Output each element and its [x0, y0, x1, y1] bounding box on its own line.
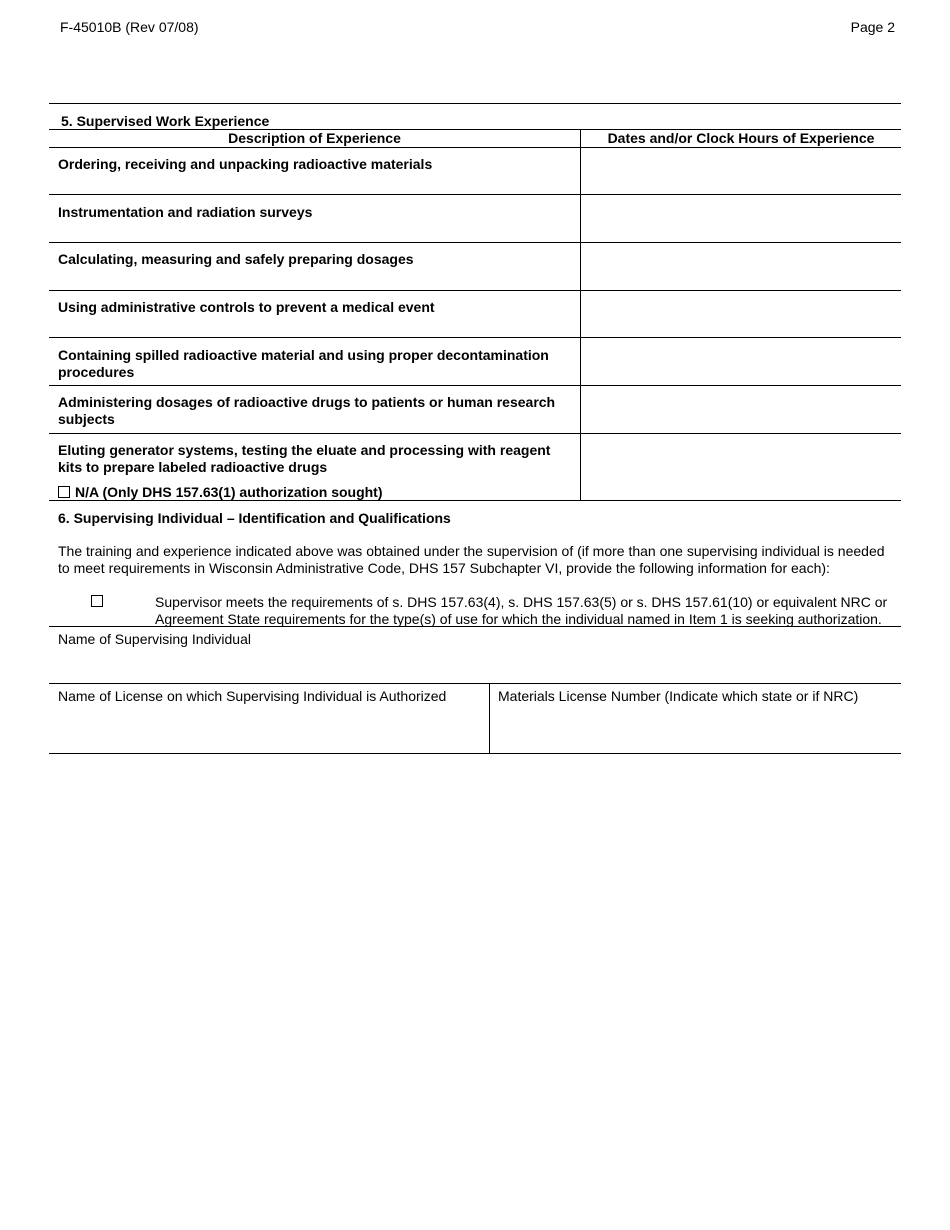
license-fields-bottom-rule	[49, 753, 901, 754]
experience-row-4: Using administrative controls to prevent a medical event	[58, 299, 435, 315]
experience-row-5: Containing spilled radioactive material and using proper decontamination procedures	[58, 347, 549, 380]
experience-row-1: Ordering, receiving and unpacking radioactive materials	[58, 156, 433, 172]
row-divider	[49, 290, 901, 291]
row-divider	[49, 385, 901, 386]
license-name-label: Name of License on which Supervising Individual is Authorized	[58, 688, 447, 704]
row-divider	[49, 433, 901, 434]
name-field-top-rule	[49, 626, 901, 627]
supervisor-requirements-statement: Supervisor meets the requirements of s. DHS 157.63(4), s. DHS 157.63(5) or s. DHS 157.61(10) or equivalent NRC or Agreement State requirements for the type(s) of use for which the individual named in Item 1 is seeking authorization.	[155, 594, 888, 627]
experience-row-3: Calculating, measuring and safely preparing dosages	[58, 251, 414, 267]
experience-row-6: Administering dosages of radioactive drugs to patients or human research subjects	[58, 394, 556, 427]
experience-row-3-dates[interactable]	[585, 246, 895, 286]
experience-row-6-dates[interactable]	[585, 389, 895, 429]
section5-title: 5. Supervised Work Experience	[61, 113, 270, 129]
row-divider	[49, 337, 901, 338]
table-bottom-rule	[49, 500, 901, 501]
experience-row-4-dates[interactable]	[585, 294, 895, 334]
license-fields-divider	[489, 683, 490, 753]
na-checkbox[interactable]	[58, 486, 70, 498]
supervising-individual-name-field[interactable]	[55, 650, 895, 680]
experience-row-7-dates[interactable]	[585, 437, 895, 495]
row-divider	[49, 242, 901, 243]
row-divider	[49, 194, 901, 195]
license-fields-top-rule	[49, 683, 901, 684]
section6-title: 6. Supervising Individual – Identification and Qualifications	[58, 510, 451, 526]
table-header-bottom-rule	[49, 147, 901, 148]
experience-row-2-dates[interactable]	[585, 198, 895, 238]
supervising-individual-name-label: Name of Supervising Individual	[58, 631, 251, 647]
experience-row-7: Eluting generator systems, testing the eluate and processing with reagent kits to prepare labeled radioactive drugs	[58, 442, 551, 475]
license-name-field[interactable]	[55, 708, 483, 750]
supervision-paragraph: The training and experience indicated above was obtained under the supervision of (if more than one supervising individual is needed to meet requirements in Wisconsin Administrative Code, DHS 157 Subchapter VI, provide the following information for each):	[58, 543, 885, 576]
license-number-field[interactable]	[495, 708, 895, 750]
experience-row-2: Instrumentation and radiation surveys	[58, 204, 313, 220]
supervisor-requirements-checkbox[interactable]	[91, 595, 103, 607]
col-description-header: Description of Experience	[228, 130, 401, 146]
na-option[interactable]	[58, 484, 383, 500]
license-number-label: Materials License Number (Indicate which state or if NRC)	[498, 688, 859, 704]
table-column-divider	[580, 129, 581, 500]
page-number: Page 2	[850, 19, 895, 35]
na-label: N/A (Only DHS 157.63(1) authorization sought)	[75, 484, 383, 500]
col-dates-header: Dates and/or Clock Hours of Experience	[607, 130, 875, 146]
section5-top-rule	[49, 103, 901, 104]
form-id: F-45010B (Rev 07/08)	[60, 19, 199, 35]
experience-row-5-dates[interactable]	[585, 341, 895, 381]
experience-row-1-dates[interactable]	[585, 150, 895, 190]
